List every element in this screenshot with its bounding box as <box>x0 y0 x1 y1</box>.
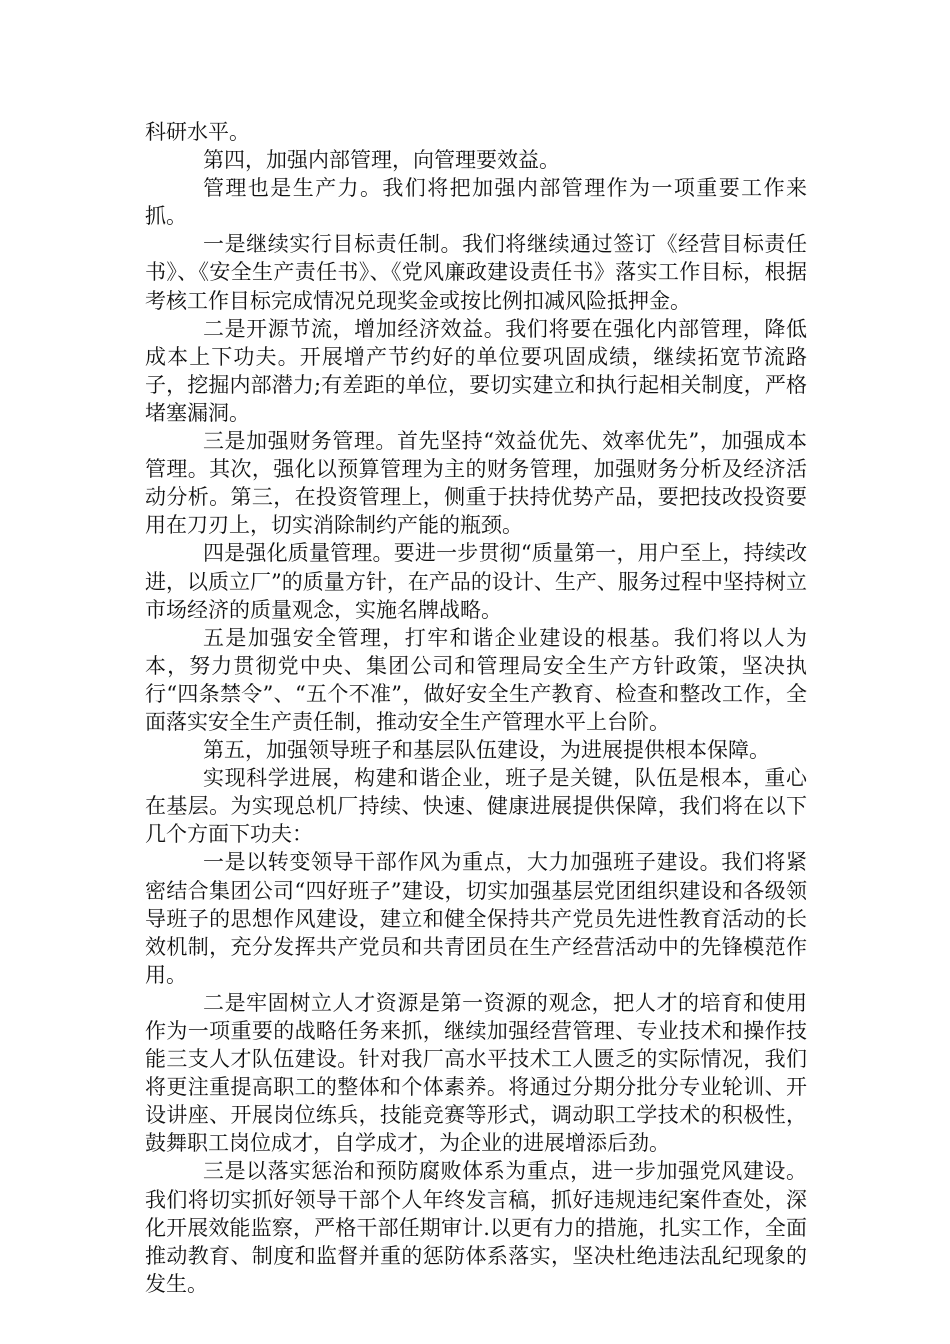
paragraph: 三是以落实惩治和预防腐败体系为重点，进一步加强党风建设。我们将切实抓好领导干部个人年终发言稿，抓好违规违纪案件查处，深化开展效能监察，严格干部任期审计.以更有力的措施，扎实工作，全面推动教育、制度和监督并重的惩防体系落实，坚决杜绝违法乱纪现象的发生。 <box>145 1159 807 1296</box>
paragraph: 二是开源节流，增加经济效益。我们将要在强化内部管理，降低成本上下功夫。开展增产节约好的单位要巩固成绩，继续拓宽节流路子，挖掘内部潜力;有差距的单位，要切实建立和执行起相关制度，严格堵塞漏洞。 <box>145 316 807 425</box>
paragraph: 三是加强财务管理。首先坚持“效益优先、效率优先”，加强成本管理。其次，强化以预算管理为主的财务管理，加强财务分析及经济活动分析。第三，在投资管理上，侧重于扶持优势产品，要把技改投资要用在刀刃上，切实消除制约产能的瓶颈。 <box>145 429 807 538</box>
document-body <box>145 118 807 1298</box>
paragraph: 五是加强安全管理，打牢和谐企业建设的根基。我们将以人为本，努力贯彻党中央、集团公司和管理局安全生产方针政策，坚决执行“四条禁令”、“五个不准”，做好安全生产教育、检查和整改工作，全面落实安全生产责任制，推动安全生产管理水平上台阶。 <box>145 625 807 734</box>
paragraph: 管理也是生产力。我们将把加强内部管理作为一项重要工作来抓。 <box>145 176 807 229</box>
paragraph: 实现科学进展，构建和谐企业，班子是关键，队伍是根本，重心在基层。为实现总机厂持续、快速、健康进展提供保障，我们将在以下几个方面下功夫： <box>145 766 807 847</box>
paragraph: 四是强化质量管理。要进一步贯彻“质量第一，用户至上，持续改进，以质立厂”的质量方针，在产品的设计、生产、服务过程中坚持树立市场经济的质量观念，实施名牌战略。 <box>145 541 807 622</box>
paragraph: 科研水平。 <box>145 120 250 144</box>
paragraph: 二是牢固树立人才资源是第一资源的观念，把人才的培育和使用作为一项重要的战略任务来抓，继续加强经营管理、专业技术和操作技能三支人才队伍建设。针对我厂高水平技术工人匮乏的实际情况，我们将更注重提高职工的整体和个体素养。将通过分期分批分专业轮训、开设讲座、开展岗位练兵，技能竞赛等形式，调动职工学技术的积极性，鼓舞职工岗位成才，自学成才，为企业的进展增添后劲。 <box>145 990 807 1156</box>
paragraph: 一是继续实行目标责任制。我们将继续通过签订《经营目标责任书》、《安全生产责任书》、《党风廉政建设责任书》落实工作目标，根据考核工作目标完成情况兑现奖金或按比例扣减风险抵押金。 <box>145 232 807 313</box>
paragraph: 第四，加强内部管理，向管理要效益。 <box>203 148 560 173</box>
paragraph: 第五，加强领导班子和基层队伍建设，为进展提供根本保障。 <box>203 738 770 763</box>
paragraph: 一是以转变领导干部作风为重点，大力加强班子建设。我们将紧密结合集团公司“四好班子”建设，切实加强基层党团组织建设和各级领导班子的思想作风建设，建立和健全保持共产党员先进性教育活动的长效机制，充分发挥共产党员和共青团员在生产经营活动中的先锋模范作用。 <box>145 850 807 987</box>
